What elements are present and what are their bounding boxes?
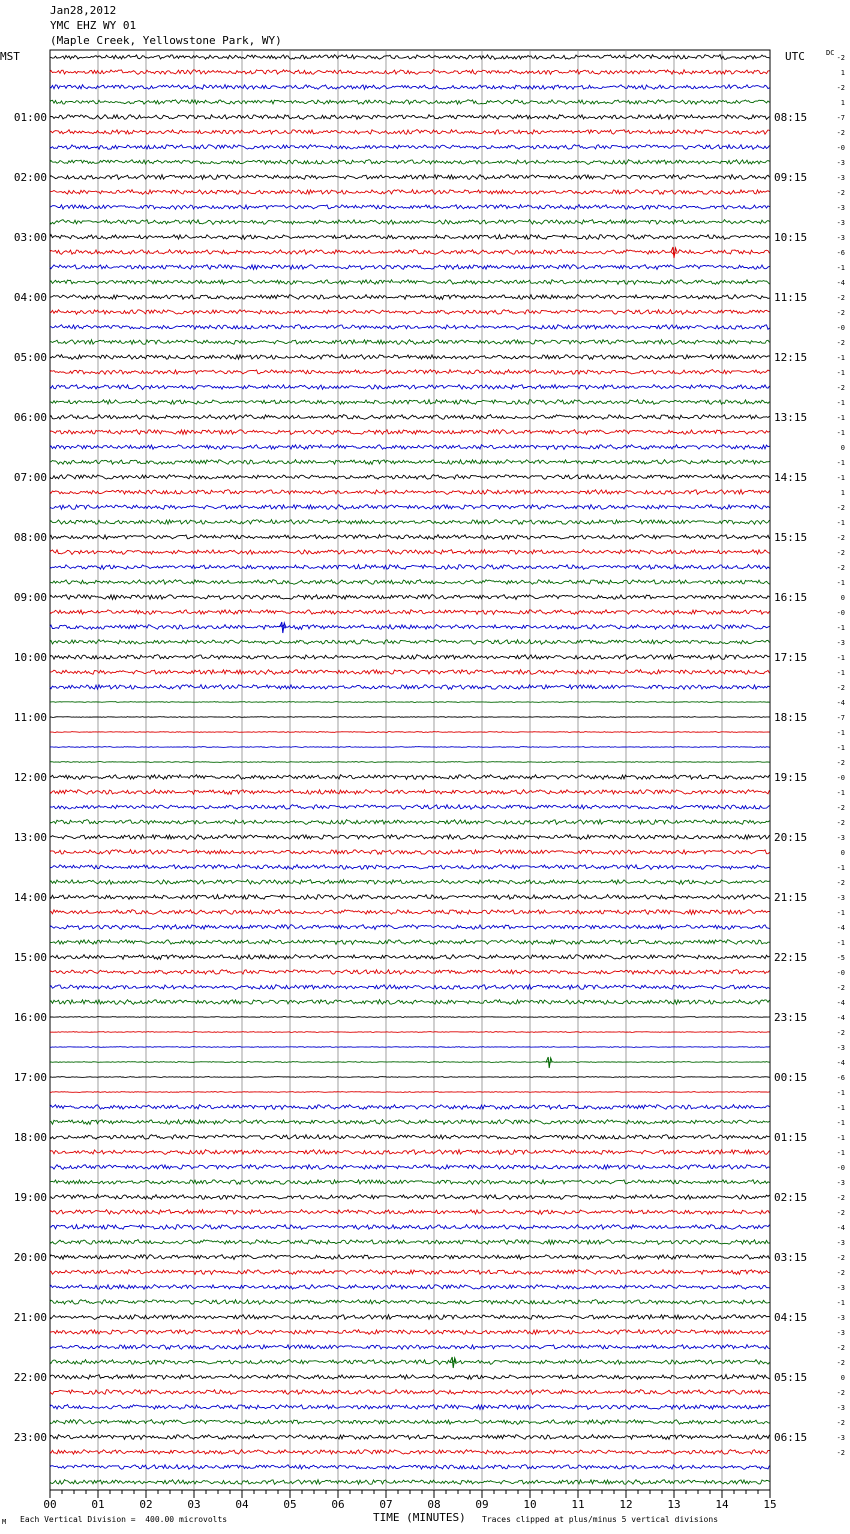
trace-75: [50, 1180, 770, 1185]
trace-22: [50, 385, 770, 390]
utc-hour-label: 21:15: [774, 891, 808, 904]
dc-offset-value: -4: [836, 1014, 845, 1022]
trace-71: [50, 1120, 770, 1125]
trace-39: [50, 640, 770, 645]
dc-offset-value: 0: [840, 594, 845, 602]
utc-hour-label: 01:15: [774, 1131, 808, 1144]
utc-hour-label: 16:15: [774, 591, 808, 604]
trace-72: [50, 1135, 770, 1140]
mst-hour-label: 02:00: [13, 171, 47, 184]
trace-16: [50, 295, 770, 300]
dc-offset-value: -3: [836, 1044, 845, 1052]
utc-hour-label: 23:15: [774, 1011, 808, 1024]
dc-offset-value: -6: [836, 249, 845, 257]
mst-hour-label: 21:00: [13, 1311, 47, 1324]
trace-20: [50, 355, 770, 360]
utc-hour-label: 09:15: [774, 171, 808, 184]
trace-30: [50, 505, 770, 510]
trace-86: [50, 1345, 770, 1350]
mst-hour-label: 11:00: [13, 711, 47, 724]
dc-offset-value: -1: [836, 729, 845, 737]
left-timezone-label: MST: [0, 50, 20, 63]
dc-offset-value: -2: [836, 534, 845, 542]
utc-hour-label: 05:15: [774, 1371, 808, 1384]
trace-74: [50, 1165, 770, 1170]
trace-52: [50, 835, 770, 840]
dc-offset-value: -1: [836, 1299, 845, 1307]
dc-offset-value: 1: [840, 99, 845, 107]
dc-offset-value: 0: [840, 444, 845, 452]
trace-5: [50, 130, 770, 135]
utc-hour-label: 04:15: [774, 1311, 808, 1324]
trace-58: [50, 925, 770, 930]
trace-94: [50, 1465, 770, 1470]
dc-offset-value: -4: [836, 924, 845, 932]
trace-3: [50, 100, 770, 105]
trace-60: [50, 955, 770, 960]
dc-offset-value: -2: [836, 1344, 845, 1352]
clip-note: Traces clipped at plus/minus 5 vertical divisions: [482, 1515, 719, 1524]
dc-offset-value: -1: [836, 264, 845, 272]
trace-0: [50, 55, 770, 60]
trace-31: [50, 520, 770, 525]
trace-56: [50, 895, 770, 900]
x-tick-label: 14: [715, 1498, 729, 1511]
dc-offset-value: -1: [836, 1119, 845, 1127]
utc-hour-label: 00:15: [774, 1071, 808, 1084]
x-tick-label: 01: [91, 1498, 105, 1511]
header-location: (Maple Creek, Yellowstone Park, WY): [50, 34, 282, 47]
mst-hour-label: 06:00: [13, 411, 47, 424]
trace-45: [50, 732, 770, 733]
trace-47: [50, 762, 770, 763]
dc-offset-value: -7: [836, 114, 845, 122]
trace-7: [50, 160, 770, 165]
trace-21: [50, 370, 770, 375]
trace-23: [50, 400, 770, 405]
dc-offset-value: -3: [836, 834, 845, 842]
mst-hour-label: 01:00: [13, 111, 47, 124]
trace-54: [50, 865, 770, 870]
dc-offset-value: -2: [836, 819, 845, 827]
trace-46: [50, 747, 770, 748]
dc-offset-value: 0: [840, 849, 845, 857]
dc-offset-value: -3: [836, 1404, 845, 1412]
dc-offset-value: -0: [836, 324, 845, 332]
x-tick-label: 15: [763, 1498, 777, 1511]
mst-hour-label: 13:00: [13, 831, 47, 844]
trace-73: [50, 1150, 770, 1155]
trace-33: [50, 550, 770, 555]
trace-26: [50, 445, 770, 450]
utc-hour-label: 19:15: [774, 771, 808, 784]
dc-offset-value: -4: [836, 699, 845, 707]
dc-offset-value: -2: [836, 759, 845, 767]
dc-offset-value: -3: [836, 1434, 845, 1442]
dc-offset-value: -2: [836, 504, 845, 512]
trace-65: [50, 1032, 770, 1033]
dc-offset-value: -3: [836, 894, 845, 902]
x-tick-label: 11: [571, 1498, 585, 1511]
trace-93: [50, 1450, 770, 1455]
trace-89: [50, 1390, 770, 1395]
event-spike-2: [546, 1057, 552, 1068]
dc-offset-value: -3: [836, 159, 845, 167]
trace-10: [50, 205, 770, 210]
mst-hour-label: 08:00: [13, 531, 47, 544]
dc-offset-value: -2: [836, 309, 845, 317]
dc-offset-value: -4: [836, 1059, 845, 1067]
dc-offset-value: -4: [836, 1224, 845, 1232]
dc-offset-value: -3: [836, 639, 845, 647]
utc-hour-label: 18:15: [774, 711, 808, 724]
trace-77: [50, 1210, 770, 1215]
trace-80: [50, 1255, 770, 1260]
trace-8: [50, 175, 770, 180]
dc-offset-value: -1: [836, 369, 845, 377]
x-tick-label: 08: [427, 1498, 441, 1511]
mst-hour-label: 05:00: [13, 351, 47, 364]
dc-offset-value: -1: [836, 789, 845, 797]
dc-offset-value: 0: [840, 1374, 845, 1382]
mst-hour-label: 14:00: [13, 891, 47, 904]
dc-offset-value: -2: [836, 564, 845, 572]
trace-32: [50, 535, 770, 540]
trace-44: [50, 717, 770, 718]
mst-hour-label: 16:00: [13, 1011, 47, 1024]
trace-69: [50, 1092, 770, 1093]
dc-offset-value: -1: [836, 624, 845, 632]
x-tick-label: 02: [139, 1498, 153, 1511]
utc-hour-label: 13:15: [774, 411, 808, 424]
utc-hour-label: 06:15: [774, 1431, 808, 1444]
dc-offset-value: -3: [836, 204, 845, 212]
trace-15: [50, 280, 770, 285]
dc-offset-value: -7: [836, 714, 845, 722]
trace-57: [50, 910, 770, 915]
trace-62: [50, 985, 770, 990]
dc-offset-value: -2: [836, 1194, 845, 1202]
trace-61: [50, 970, 770, 975]
trace-27: [50, 460, 770, 465]
x-tick-label: 13: [667, 1498, 681, 1511]
trace-35: [50, 580, 770, 585]
x-tick-label: 12: [619, 1498, 633, 1511]
dc-offset-value: -1: [836, 579, 845, 587]
dc-offset-value: -1: [836, 354, 845, 362]
dc-offset-value: -0: [836, 774, 845, 782]
mst-hour-label: 12:00: [13, 771, 47, 784]
dc-offset-value: -2: [836, 1419, 845, 1427]
header-date: Jan28,2012: [50, 4, 117, 17]
utc-hour-label: 22:15: [774, 951, 808, 964]
trace-14: [50, 265, 770, 270]
dc-offset-value: -1: [836, 654, 845, 662]
dc-offset-value: -0: [836, 609, 845, 617]
utc-hour-label: 11:15: [774, 291, 808, 304]
dc-offset-value: 1: [840, 69, 845, 77]
dc-offset-value: -1: [836, 1089, 845, 1097]
trace-51: [50, 820, 770, 825]
trace-17: [50, 310, 770, 315]
trace-67: [50, 1062, 770, 1063]
trace-40: [50, 655, 770, 660]
utc-hour-label: 08:15: [774, 111, 808, 124]
trace-55: [50, 880, 770, 885]
dc-offset-value: -2: [836, 804, 845, 812]
x-tick-label: 06: [331, 1498, 345, 1511]
trace-82: [50, 1285, 770, 1290]
trace-88: [50, 1375, 770, 1380]
dc-offset-value: -3: [836, 219, 845, 227]
trace-92: [50, 1435, 770, 1440]
x-tick-label: 00: [43, 1498, 57, 1511]
dc-offset-value: -2: [836, 1254, 845, 1262]
trace-12: [50, 235, 770, 240]
dc-offset-value: -3: [836, 1179, 845, 1187]
dc-offset-value: -1: [836, 939, 845, 947]
mst-hour-label: 03:00: [13, 231, 47, 244]
x-tick-label: 07: [379, 1498, 393, 1511]
trace-1: [50, 70, 770, 75]
dc-offset-value: -4: [836, 999, 845, 1007]
mst-hour-label: 15:00: [13, 951, 47, 964]
utc-hour-label: 02:15: [774, 1191, 808, 1204]
trace-19: [50, 340, 770, 345]
trace-9: [50, 190, 770, 195]
dc-offset-value: -0: [836, 144, 845, 152]
trace-25: [50, 430, 770, 435]
trace-36: [50, 595, 770, 600]
dc-offset-value: -1: [836, 474, 845, 482]
trace-34: [50, 565, 770, 570]
trace-66: [50, 1047, 770, 1048]
dc-offset-value: -0: [836, 1164, 845, 1172]
dc-offset-value: -1: [836, 414, 845, 422]
trace-41: [50, 670, 770, 675]
mst-hour-label: 23:00: [13, 1431, 47, 1444]
trace-42: [50, 685, 770, 690]
mst-hour-label: 18:00: [13, 1131, 47, 1144]
mst-hour-label: 20:00: [13, 1251, 47, 1264]
trace-79: [50, 1240, 770, 1245]
dc-offset-value: -3: [836, 234, 845, 242]
x-tick-label: 04: [235, 1498, 249, 1511]
dc-offset-value: -1: [836, 864, 845, 872]
dc-offset-value: -1: [836, 669, 845, 677]
dc-offset-value: -1: [836, 429, 845, 437]
utc-hour-label: 20:15: [774, 831, 808, 844]
trace-48: [50, 775, 770, 780]
x-tick-label: 03: [187, 1498, 201, 1511]
dc-offset-value: -1: [836, 744, 845, 752]
mst-hour-label: 09:00: [13, 591, 47, 604]
x-tick-label: 09: [475, 1498, 489, 1511]
right-timezone-label: UTC: [785, 50, 805, 63]
dc-offset-value: -2: [836, 549, 845, 557]
trace-63: [50, 1000, 770, 1005]
trace-4: [50, 115, 770, 120]
dc-offset-value: -2: [836, 1389, 845, 1397]
trace-68: [50, 1077, 770, 1078]
trace-18: [50, 325, 770, 330]
dc-offset-value: -1: [836, 519, 845, 527]
trace-43: [50, 702, 770, 703]
dc-offset-value: 1: [840, 489, 845, 497]
trace-11: [50, 220, 770, 225]
trace-64: [50, 1017, 770, 1018]
trace-2: [50, 85, 770, 90]
trace-38: [50, 625, 770, 630]
dc-offset-value: -2: [836, 879, 845, 887]
utc-hour-label: 10:15: [774, 231, 808, 244]
dc-offset-value: -6: [836, 1074, 845, 1082]
dc-offset-value: -2: [836, 84, 845, 92]
trace-28: [50, 475, 770, 480]
trace-50: [50, 805, 770, 810]
trace-85: [50, 1330, 770, 1335]
dc-offset-value: -0: [836, 969, 845, 977]
trace-90: [50, 1405, 770, 1410]
dc-offset-value: -1: [836, 909, 845, 917]
trace-78: [50, 1225, 770, 1230]
dc-offset-value: -1: [836, 1149, 845, 1157]
mst-hour-label: 07:00: [13, 471, 47, 484]
dc-label: DC: [826, 49, 835, 57]
trace-76: [50, 1195, 770, 1200]
corner-mark: M: [2, 1518, 7, 1526]
utc-hour-label: 12:15: [774, 351, 808, 364]
dc-offset-value: -2: [836, 1449, 845, 1457]
mst-hour-label: 10:00: [13, 651, 47, 664]
x-axis-title: TIME (MINUTES): [373, 1511, 466, 1524]
dc-offset-value: -2: [836, 54, 845, 62]
dc-offset-value: -3: [836, 1314, 845, 1322]
trace-49: [50, 790, 770, 795]
dc-offset-value: -2: [836, 189, 845, 197]
x-tick-label: 05: [283, 1498, 297, 1511]
dc-offset-value: -1: [836, 1104, 845, 1112]
dc-offset-value: -5: [836, 954, 845, 962]
dc-offset-value: -2: [836, 1029, 845, 1037]
mst-hour-label: 22:00: [13, 1371, 47, 1384]
dc-offset-value: -3: [836, 1329, 845, 1337]
dc-offset-value: -1: [836, 459, 845, 467]
dc-offset-value: -3: [836, 1284, 845, 1292]
trace-37: [50, 610, 770, 615]
dc-offset-value: -2: [836, 339, 845, 347]
trace-70: [50, 1105, 770, 1110]
trace-95: [50, 1480, 770, 1485]
dc-offset-value: -2: [836, 384, 845, 392]
utc-hour-label: 17:15: [774, 651, 808, 664]
trace-6: [50, 145, 770, 150]
header-station: YMC EHZ WY 01: [50, 19, 137, 32]
mst-hour-label: 19:00: [13, 1191, 47, 1204]
trace-84: [50, 1315, 770, 1320]
trace-24: [50, 415, 770, 420]
dc-offset-value: -2: [836, 129, 845, 137]
scale-note: Each Vertical Division = 400.00 microvolts: [20, 1515, 228, 1524]
trace-81: [50, 1270, 770, 1275]
dc-offset-value: -2: [836, 1269, 845, 1277]
utc-hour-label: 14:15: [774, 471, 808, 484]
dc-offset-value: -3: [836, 174, 845, 182]
utc-hour-label: 15:15: [774, 531, 808, 544]
trace-59: [50, 940, 770, 945]
trace-29: [50, 490, 770, 495]
dc-offset-value: -2: [836, 1359, 845, 1367]
x-tick-label: 10: [523, 1498, 537, 1511]
mst-hour-label: 17:00: [13, 1071, 47, 1084]
dc-offset-value: -2: [836, 1209, 845, 1217]
dc-offset-value: -1: [836, 399, 845, 407]
trace-91: [50, 1420, 770, 1425]
dc-offset-value: -3: [836, 1239, 845, 1247]
trace-13: [50, 250, 770, 255]
dc-offset-value: -4: [836, 279, 845, 287]
utc-hour-label: 03:15: [774, 1251, 808, 1264]
dc-offset-value: -2: [836, 294, 845, 302]
trace-87: [50, 1360, 770, 1365]
dc-offset-value: -2: [836, 984, 845, 992]
dc-offset-value: -2: [836, 684, 845, 692]
trace-53: [50, 850, 770, 855]
dc-offset-value: -1: [836, 1134, 845, 1142]
mst-hour-label: 04:00: [13, 291, 47, 304]
trace-83: [50, 1300, 770, 1305]
